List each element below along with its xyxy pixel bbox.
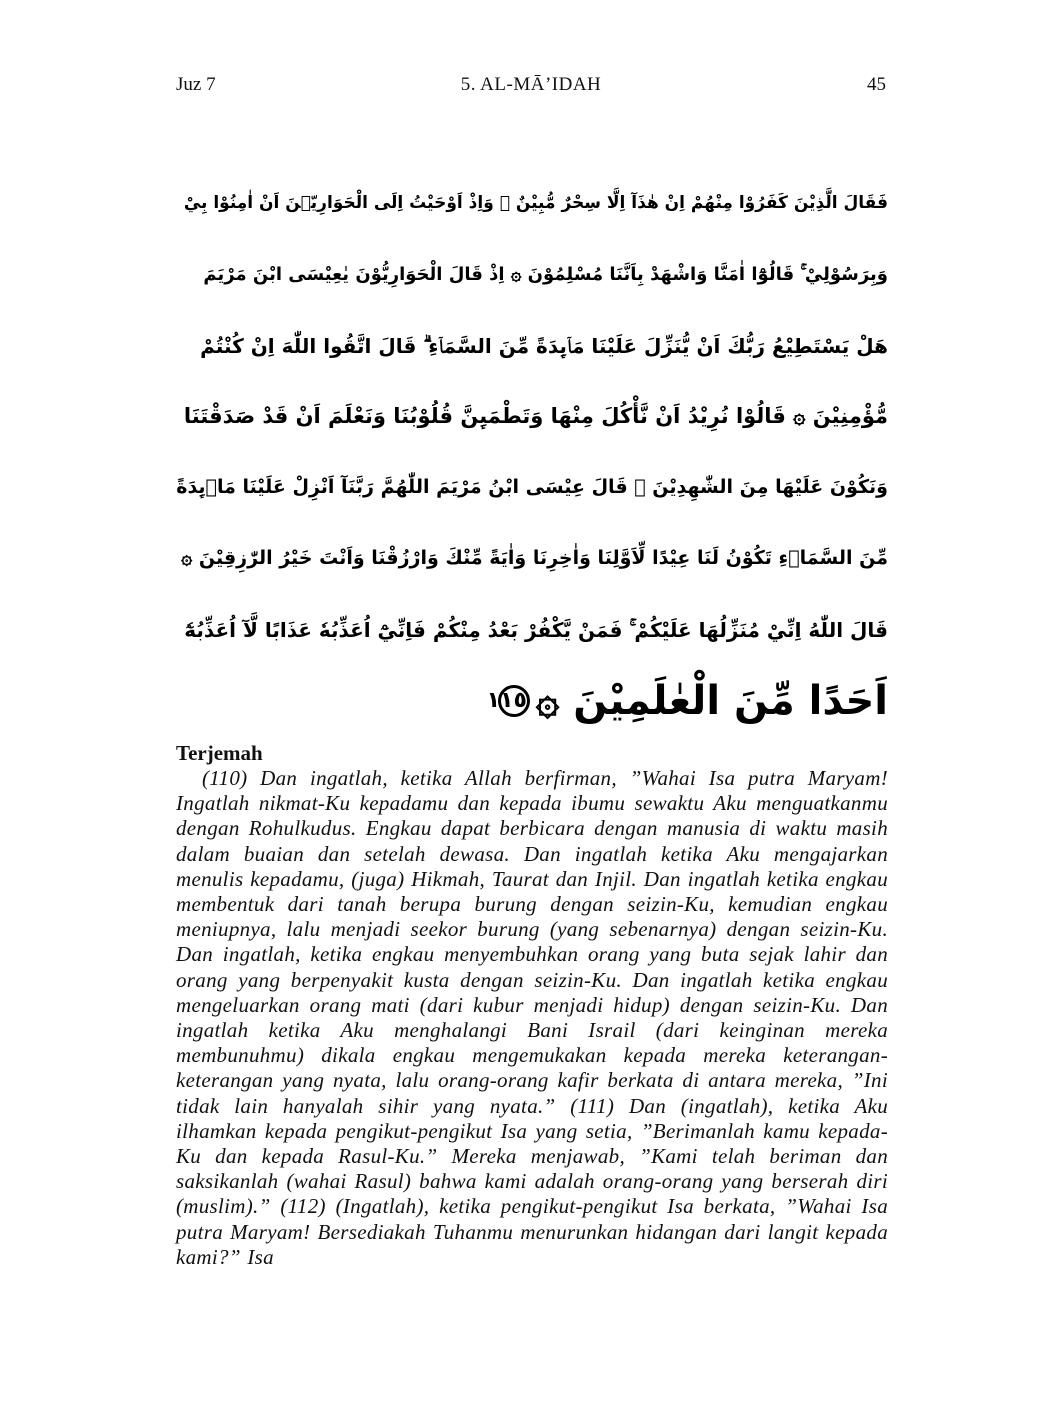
arabic-line-text: هَلْ يَسْتَطِيْعُ رَبُّكَ اَنْ يُّنَزِّلَ عَلَيْنَا مَاۤىِٕدَةً مِّنَ السَّمَاۤءِ ۗ قَالَ اتَّقُوا اللّٰهَ اِنْ كُنْتُمْ <box>200 333 888 358</box>
arabic-line-7 <box>176 594 888 665</box>
translation-heading: Terjemah <box>176 741 263 765</box>
arabic-line-3 <box>176 310 888 381</box>
ayah-number-115: ١١٥ <box>498 685 530 717</box>
arabic-line-text: وَنَكُوْنَ عَلَيْهَا مِنَ الشّٰهِدِيْنَ ۞ قَالَ عِيْسَى ابْنُ مَرْيَمَ اللّٰهُمَّ رَبَّنَآ اَنْزِلْ عَلَيْنَا مَاۤىِٕدَةً <box>176 476 888 498</box>
arabic-line-text: اَحَدًا مِّنَ الْعٰلَمِيْنَ ۞ <box>535 677 888 724</box>
translation-body: (110) Dan ingatlah, ketika Allah berfirman, ”Wahai Isa putra Maryam! Ingatlah nikmat-Ku kepadamu dan kepada ibumu sewaktu Aku menguatkanmu dengan Rohulkudus. Engkau dapat berbicara dengan manusia di waktu masih dalam buaian dan setelah dewasa. Dan ingatlah ketika Aku mengajarkan menulis kepadamu, (juga) Hikmah, Taurat dan Injil. Dan ingatlah ketika engkau membentuk dari tanah berupa burung dengan seizin-Ku, kemudian engkau meniupnya, lalu menjadi seekor burung (yang sebenarnya) dengan seizin-Ku. Dan ingatlah, ketika engkau menyembuhkan orang yang buta sejak lahir dan orang yang berpenyakit kusta dengan seizin-Ku. Dan ingatlah ketika engkau mengeluarkan orang mati (dari kubur menjadi hidup) dengan seizin-Ku. Dan ingatlah ketika Aku menghalangi Bani Israil (dari keinginan mereka membunuhmu) dikala engkau mengemukakan kepada mereka keterangan-keterangan yang nyata, lalu orang-orang kafir berkata di antara mereka, ”Ini tidak lain hanyalah sihir yang nyata.” (111) Dan (ingatlah), ketika Aku ilhamkan kepada pengikut-pengikut Isa yang setia, ”Berimanlah kamu kepada-Ku dan kepada Rasul-Ku.” Mereka menjawab, ”Kami telah beriman dan saksikanlah (wahai Rasul) bahwa kami adalah orang-orang yang berserah diri (muslim).” (112) (Ingatlah), ketika pengikut-pengikut Isa berkata, ”Wahai Isa putra Maryam! Bersediakah Tuhanmu menurunkan hidangan dari langit kepada kami?” Isa <box>176 766 888 1269</box>
page-header <box>176 74 886 104</box>
arabic-line-text: مِّنَ السَّمَاۤءِ تَكُوْنُ لَنَا عِيْدًا لِّاَوَّلِنَا وَاٰخِرِنَا وَاٰيَةً مِّنْكَ وَارْزُقْنَا وَاَنْتَ خَيْرُ الرّٰزِقِيْنَ ۞ <box>181 547 888 569</box>
translation-section <box>176 740 888 1270</box>
arabic-line-5 <box>176 452 888 523</box>
arabic-line-text: مُّؤْمِنِيْنَ ۞ قَالُوْا نُرِيْدُ اَنْ نَّأْكُلَ مِنْهَا وَتَطْمَىِٕنَّ قُلُوْبُنَا وَنَعْلَمَ اَنْ قَدْ صَدَقْتَنَا <box>183 404 888 428</box>
page-number: 45 <box>867 74 886 95</box>
juz-label: Juz 7 <box>176 74 216 95</box>
arabic-line-text: وَبِرَسُوْلِيْ ۚ قَالُوْٓا اٰمَنَّا وَاشْهَدْ بِاَنَّنَا مُسْلِمُوْنَ ۞ اِذْ قَالَ الْحَوَارِيُّوْنَ يٰعِيْسَى ابْنَ مَرْيَمَ <box>203 263 888 285</box>
arabic-line-2 <box>176 239 888 310</box>
arabic-line-8 <box>176 665 888 736</box>
arabic-verses <box>176 168 888 738</box>
surah-title: 5. AL-MĀ’IDAH <box>460 74 602 95</box>
arabic-line-text: فَقَالَ الَّذِيْنَ كَفَرُوْا مِنْهُمْ اِنْ هٰذَآ اِلَّا سِحْرٌ مُّبِيْنٌ ۞ وَاِذْ اَوْحَيْتُ اِلَى الْحَوَارِيّٖنَ اَنْ اٰمِنُوْا بِيْ <box>183 193 888 213</box>
arabic-line-6 <box>176 523 888 594</box>
arabic-line-1 <box>176 168 888 239</box>
arabic-line-4 <box>176 381 888 452</box>
arabic-line-text: قَالَ اللّٰهُ اِنِّيْ مُنَزِّلُهَا عَلَيْكُمْ ۚ فَمَنْ يَّكْفُرْ بَعْدُ مِنْكُمْ فَاِنِّيْٓ اُعَذِّبُهٗ عَذَابًا لَّآ اُعَذِّبُهٗٓ <box>184 617 888 642</box>
